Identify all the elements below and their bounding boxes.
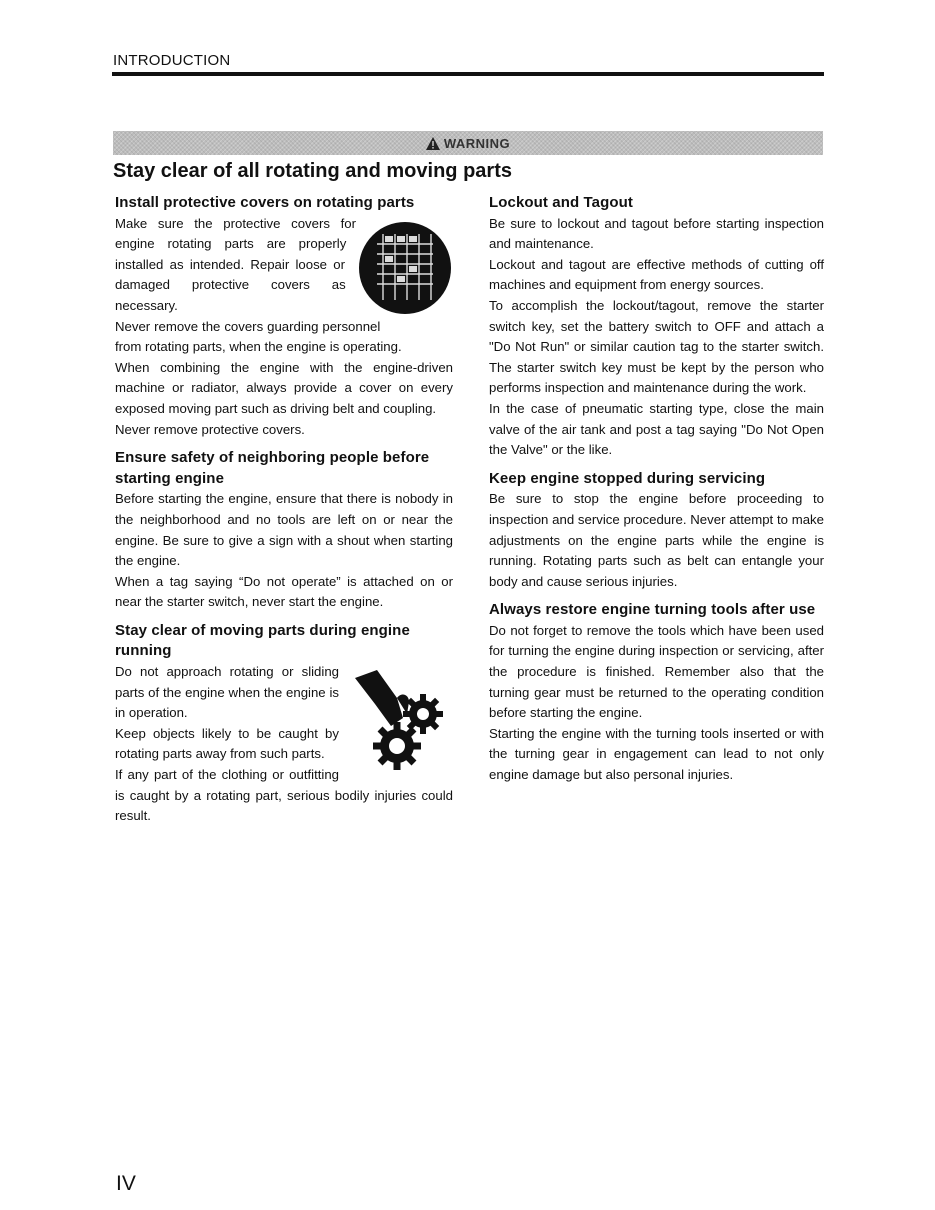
header-rule (112, 72, 824, 76)
section-heading: Lockout and Tagout (489, 194, 634, 211)
paragraph: Lockout and tagout are effective methods of cutting off machines and equipment from energy sources. (489, 256, 824, 293)
section-heading: Always restore engine turning tools after use (489, 601, 816, 619)
protective-cover-icon (357, 220, 453, 316)
paragraph: When a tag saying “Do not operate” is attached on or near the starter switch, never start the engine. (115, 573, 453, 610)
paragraph: Keep objects likely to be caught by rotating parts away from such parts. (115, 725, 339, 762)
paragraph: Make sure the protective covers for engine rotating parts are properly installed as intended. Repair loose or damaged protective covers as necessary. (115, 215, 357, 313)
paragraph: Be sure to lockout and tagout before starting inspection and maintenance. (489, 215, 824, 252)
page-number: IV (116, 1172, 136, 1195)
paragraph: Do not approach rotating or sliding parts of the engine when the engine is in operation. (115, 664, 339, 721)
section-heading: Ensure safety of neighboring people before starting engine (115, 449, 430, 487)
page-title: Stay clear of all rotating and moving parts (113, 160, 512, 182)
paragraph: Starting the engine with the turning tools inserted or with the turning gear in engagement can lead to not only engine damage but also personal injuries. (489, 725, 824, 783)
paragraph: Do not forget to remove the tools which have been used for turning the engine during inspection or servicing, after the procedure is finished. Remember also that the turning gear must be returned to the operating condition before starting the engine. (489, 622, 824, 721)
left-column (115, 193, 453, 827)
paragraph: Before starting the engine, ensure that there is nobody in the neighborhood and no tools are left on or near the engine. Be sure to give a sign with a shout when starting the engine. (115, 491, 453, 569)
paragraph: Never remove protective covers. (115, 421, 305, 437)
warning-triangle-icon (426, 137, 440, 150)
paragraph: When combining the engine with the engine-driven machine or radiator, always provide a cover on every exposed moving part such as driving belt and coupling. (115, 359, 453, 416)
paragraph: In the case of pneumatic starting type, close the main valve of the air tank and post a tag saying "Do Not Open the Valve" or the like. (489, 400, 824, 458)
section-header: INTRODUCTION (113, 52, 231, 69)
section-heading: Stay clear of moving parts during engine running (115, 621, 410, 660)
section-heading: Keep engine stopped during servicing (489, 469, 766, 487)
section-heading: Install protective covers on rotating parts (115, 194, 415, 211)
paragraph: If any part of the clothing or outfitting is caught by a rotating part, serious bodily injuries could result. (115, 767, 453, 824)
right-column (489, 193, 824, 786)
paragraph: Be sure to stop the engine before proceeding to inspection and service procedure. Never attempt to make adjustments on the engine parts while the engine is running. Rotating parts such as belt can entangle your body and cause serious injuries. (489, 491, 824, 589)
warning-label: WARNING (443, 135, 511, 151)
paragraph: To accomplish the lockout/tagout, remove the starter switch key, set the battery switch to OFF and attach a "Do Not Run" or similar caution tag to the starter switch. The starter switch key must be kept by the person who performs inspection and maintenance during the work. (489, 297, 824, 396)
paragraph: Never remove the covers guarding personnel from rotating parts, when the engine is operating. (115, 318, 402, 355)
warning-banner (113, 131, 823, 155)
hand-gear-entanglement-icon (353, 668, 453, 776)
